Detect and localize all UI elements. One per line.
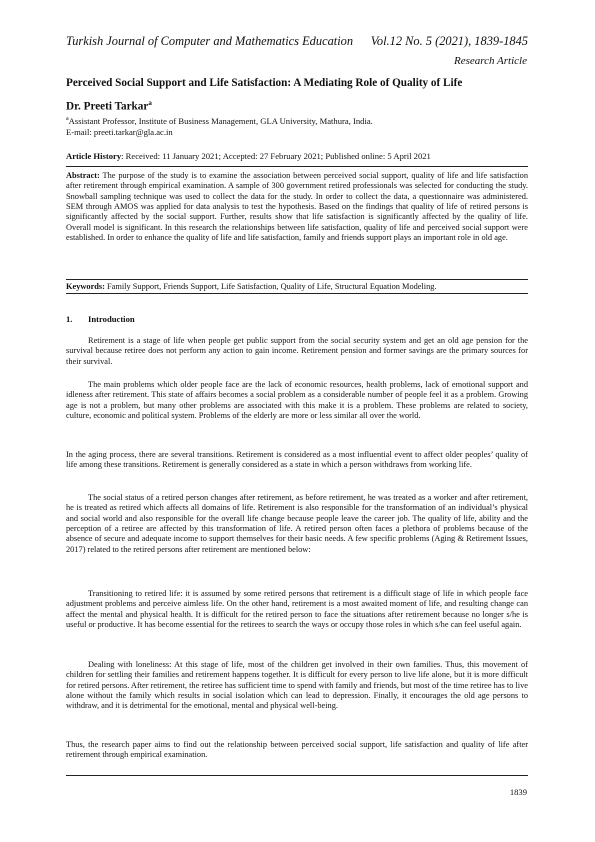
article-type: Research Article bbox=[453, 55, 527, 67]
affiliation-text: Assistant Professor, Institute of Business Management, GLA University, Mathura, India. bbox=[68, 115, 373, 126]
author-sup: a bbox=[148, 99, 152, 107]
intro-paragraph-4: The social status of a retired person changes after retirement, as before retirement, he was treated as a worker and after retirement, he is treated as retired which affects all domains of life. Retirement is also responsible for the transformation of an individual’s physical and social world and also responsible for the overall life change because people leave the career job. The quality of life, ability and the perception of a retiree are affected by this transformation of life. A retired person often faces a plethora of problems because of the absence of secure and adequate income to support themselves for their basic needs. A few specific problems (Aging & Retirement Issues, 2017) related to the retired persons after retirement are mentioned below: bbox=[66, 493, 528, 554]
page-number: 1839 bbox=[509, 787, 527, 797]
intro-paragraph-6: Dealing with loneliness: At this stage of life, most of the children get involved in their own families. Thus, this movement of children for settling their families and retirement happens together. It is difficult for every person to live life alone, but it is more difficult for retired persons. After retirement, the retiree has sufficient time to spend with family and friends, but most of the time retiree has to live alone without the family which results in social isolation which can lead to depression. Finally, it encourages the old age persons to withdraw, and it is detrimental for the emotional, mental and physical well-being. bbox=[66, 660, 528, 711]
keywords-bottom-rule bbox=[66, 293, 528, 294]
abstract bbox=[66, 171, 528, 243]
author-name-text: Dr. Preeti Tarkar bbox=[66, 100, 149, 113]
affiliation bbox=[66, 114, 373, 127]
keywords bbox=[66, 282, 528, 291]
history-text: : Received: 11 January 2021; Accepted: 27 February 2021; Published online: 5 April 2021 bbox=[121, 151, 431, 161]
section-title: Introduction bbox=[88, 314, 135, 324]
author-name bbox=[66, 99, 152, 113]
affiliation-sup: a bbox=[66, 116, 69, 122]
running-header bbox=[66, 34, 528, 49]
affiliation-block bbox=[66, 114, 373, 139]
author-email: E-mail: preeti.tarkar@gla.ac.in bbox=[66, 127, 173, 138]
intro-paragraph-5: Transitioning to retired life: it is assumed by some retired persons that retirement is a difficult stage of life in which people face adjustment problems and perceive aimless life. On the other hand, retirement is a most awaited moment of life, and resulting change can affect the mental and physical health. It is difficult for the retired person to face the situations after retirement because no longer s/he is useful or productive. It has become essential for the retirees to search the ways or occupy those roles in which s/he can feel useful again. bbox=[66, 589, 528, 630]
section-number: 1. bbox=[66, 314, 73, 324]
footer-rule bbox=[66, 775, 528, 776]
intro-paragraph-1: Retirement is a stage of life when people get public support from the social security system and get an old age pension for the survival because retiree does not perform any action to gain income. Retirement pension and former savings are the primary sources for their survival. bbox=[66, 336, 528, 366]
section-heading bbox=[66, 314, 135, 324]
abstract-top-rule bbox=[66, 166, 528, 167]
article-history bbox=[66, 151, 536, 161]
abstract-text: The purpose of the study is to examine the association between perceived social support, quality of life and life satisfaction after retirement through empirical examination. A sample of 300 government retired professionals was selected for conducting the study. Snowball sampling technique was used to collect the data for the study. In order to collect the data, a questionnaire was administered. SEM through AMOS was applied for data analysis to test the hypothesis. Based on the findings that quality of life of retired persons is significantly affected by the social support. Further, results show that life satisfaction is significantly affected by the quality of life. Overall model is significant. In this research the relationships between life satisfaction, quality of life and perceived social support were established. In order to enhance the quality of life and life satisfaction, family and friends support plays an important role in old age. bbox=[66, 171, 528, 243]
history-label: Article History bbox=[66, 151, 122, 161]
intro-paragraph-2: The main problems which older people face are the lack of economic resources, health problems, lack of emotional support and idleness after retirement. This state of affairs becomes a social problem as a considerable number of people feel it as a problem. Growing age is not a problem, but many other problems are associated with this make it is a problem. These problems are related to society, culture, economic and political system. Problems of the elderly are more or less similar all over the world. bbox=[66, 380, 528, 421]
abstract-label: Abstract: bbox=[66, 171, 100, 180]
volume-info: Vol.12 No. 5 (2021), 1839-1845 bbox=[370, 34, 528, 48]
keywords-label: Keywords: bbox=[66, 282, 105, 291]
intro-paragraph-7: Thus, the research paper aims to find out the relationship between perceived social support, life satisfaction and quality of life after retirement through empirical examination. bbox=[66, 740, 528, 760]
keywords-top-rule bbox=[66, 279, 528, 280]
journal-name: Turkish Journal of Computer and Mathematics Education bbox=[66, 34, 354, 48]
intro-paragraph-3: In the aging process, there are several transitions. Retirement is considered as a most influential event to affect older peoples’ quality of life among these transitions. Retirement is generally considered as a state in which a person withdraws from working life. bbox=[66, 450, 528, 470]
keywords-text: Family Support, Friends Support, Life Satisfaction, Quality of Life, Structural Equation Modeling. bbox=[104, 282, 437, 291]
paper-title: Perceived Social Support and Life Satisfaction: A Mediating Role of Quality of Life bbox=[66, 77, 463, 89]
